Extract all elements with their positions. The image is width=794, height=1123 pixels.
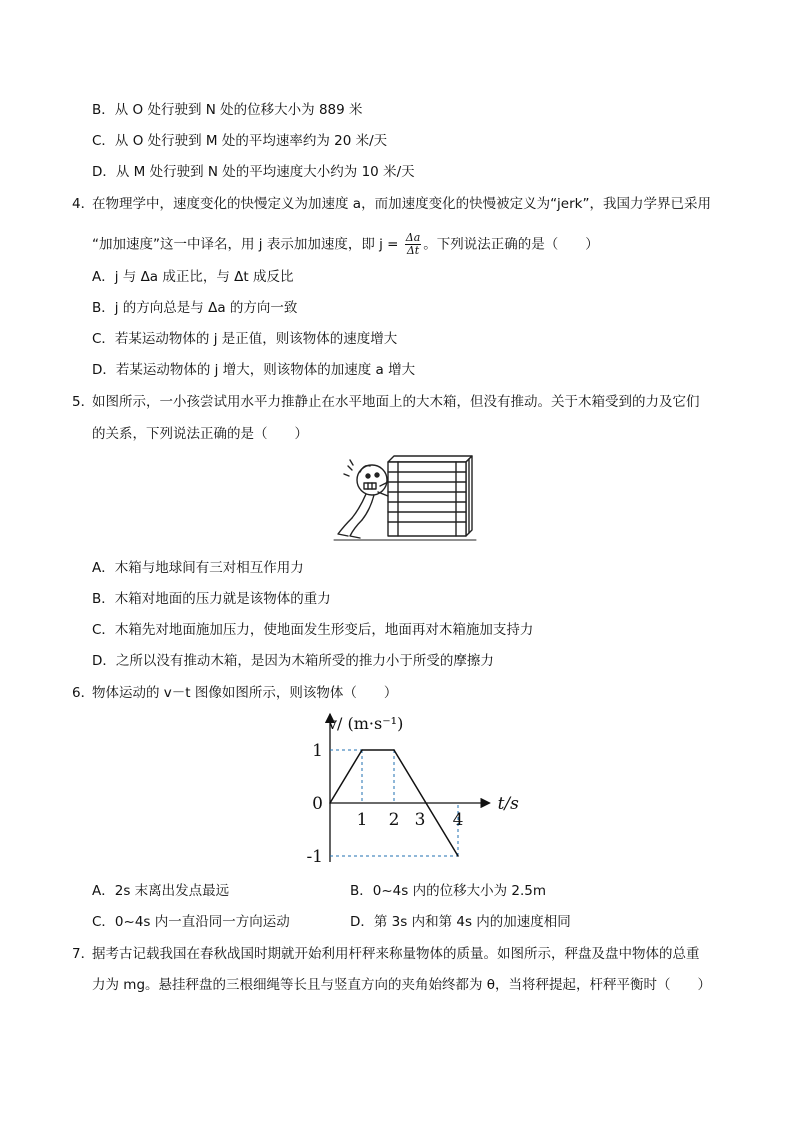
q6-option-a: A．2s 末离出发点最远 (92, 883, 230, 899)
q4-stem-line2-pre: “加加速度”这一中译名，用 j 表示加加速度，即 j = (92, 236, 399, 253)
y-tick-label: -1 (306, 847, 323, 867)
data-point-4 (457, 855, 459, 857)
q7-number: 7． (72, 946, 95, 962)
q6-stem: 物体运动的 v－t 图像如图所示，则该物体（ ） (92, 685, 398, 701)
q4-number: 4． (72, 196, 95, 212)
q6-number: 6． (72, 685, 95, 701)
data-point-1 (361, 749, 363, 751)
q5-stem-line1: 如图所示，一小孩尝试用水平力推静止在水平地面上的大木箱，但没有推动。关于木箱受到的力及它们 (92, 394, 700, 410)
x-tick-label: 3 (414, 810, 426, 830)
q4-option-b: B．j 的方向总是与 Δa 的方向一致 (92, 300, 298, 316)
q6-option-c: C．0~4s 内一直沿同一方向运动 (92, 914, 290, 930)
q7-stem-line2: 力为 mg。悬挂秤盘的三根细绳等长且与竖直方向的夹角始终都为 θ，当将秤提起，杆秤平衡时（ ） (92, 977, 712, 993)
data-point-0 (329, 802, 331, 804)
fraction-numerator: Δa (405, 231, 421, 244)
q5-number: 5． (72, 394, 95, 410)
data-point-3 (425, 802, 427, 804)
q4-option-a: A．j 与 Δa 成正比，与 Δt 成反比 (92, 269, 294, 285)
q4-option-c: C．若某运动物体的 j 是正值，则该物体的速度增大 (92, 331, 398, 347)
q5-stem-line2: 的关系，下列说法正确的是（ ） (92, 426, 308, 442)
fraction-denominator: Δt (406, 244, 420, 257)
q6-option-d: D．第 3s 内和第 4s 内的加速度相同 (350, 914, 571, 930)
q4-stem-line2 (92, 232, 599, 257)
v-t-graph (290, 708, 530, 868)
x-tick-label: 4 (452, 810, 464, 830)
q6-option-b: B．0~4s 内的位移大小为 2.5m (350, 883, 546, 899)
q3-option-d: D．从 M 处行驶到 N 处的平均速度大小约为 10 米/天 (92, 164, 415, 180)
q5-option-b: B．木箱对地面的压力就是该物体的重力 (92, 591, 331, 607)
data-point-2 (393, 749, 395, 751)
q4-stem-line1: 在物理学中，速度变化的快慢定义为加速度 a，而加速度变化的快慢被定义为“jerk”，我国力学界已采用 (92, 196, 711, 212)
q5-option-a: A．木箱与地球间有三对相互作用力 (92, 560, 304, 576)
x-axis-label: t/s (497, 794, 519, 814)
q3-option-b: B．从 O 处行驶到 N 处的位移大小为 889 米 (92, 102, 363, 118)
child-pushing-crate-figure (330, 452, 480, 544)
jerk-formula-fraction (405, 232, 422, 257)
y-tick-label: 0 (312, 794, 323, 814)
q3-option-c: C．从 O 处行驶到 M 处的平均速率约为 20 米/天 (92, 133, 388, 149)
child-figure (338, 460, 388, 538)
x-tick-label: 2 (388, 810, 400, 830)
wooden-crate (388, 456, 472, 536)
q5-option-c: C．木箱先对地面施加压力，使地面发生形变后，地面再对木箱施加支持力 (92, 622, 534, 638)
chart-axes (330, 714, 490, 862)
y-tick-label: 1 (312, 741, 323, 761)
q4-stem-line2-post: 。下列说法正确的是（ ） (423, 236, 599, 253)
y-axis-label: v/ (m·s⁻¹) (328, 714, 404, 733)
q5-option-d: D．之所以没有推动木箱，是因为木箱所受的推力小于所受的摩擦力 (92, 653, 494, 669)
q7-stem-line1: 据考古记载我国在春秋战国时期就开始利用杆秤来称量物体的质量。如图所示，秤盘及盘中物体的总重 (92, 946, 700, 962)
q4-option-d: D．若某运动物体的 j 增大，则该物体的加速度 a 增大 (92, 362, 416, 378)
x-tick-label: 1 (356, 810, 368, 830)
